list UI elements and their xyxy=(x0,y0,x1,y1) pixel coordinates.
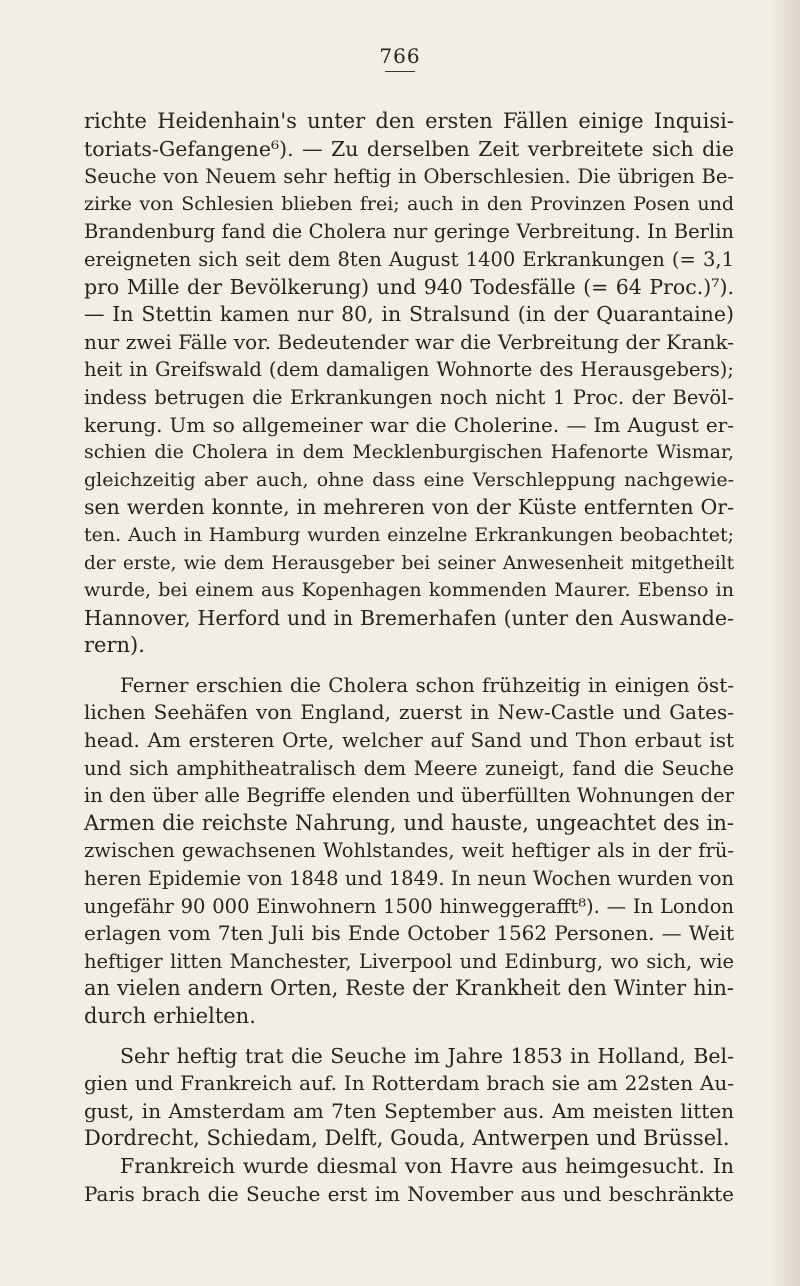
text-line: durch erhielten. xyxy=(84,1004,256,1028)
text-line: rern). xyxy=(84,633,145,658)
text-line: heren Epidemie von 1848 und 1849. In neun Wochen wurden von xyxy=(84,867,734,891)
text-line: Hannover, Herford und in Bremerhafen (unter den Auswande- xyxy=(84,605,734,630)
text-line: gien und Frankreich auf. In Rotterdam brach sie am 22sten Au- xyxy=(84,1071,734,1096)
text-line: sen werden konnte, in mehreren von der Küste entfernten Or- xyxy=(84,495,734,520)
text-line: der erste, wie dem Herausgeber bei seiner Anwesenheit mitgetheilt xyxy=(84,552,734,574)
text-line: pro Mille der Bevölkerung) und 940 Todesfälle (= 64 Proc.)⁷). xyxy=(84,274,734,299)
body-text xyxy=(84,108,734,1208)
text-line: Armen die reichste Nahrung, und hauste, ungeachtet des in- xyxy=(84,810,734,835)
text-line: zwischen gewachsenen Wohlstandes, weit heftiger als in der frü- xyxy=(84,839,734,863)
page-number-rule xyxy=(385,71,415,72)
text-line: an vielen andern Orten, Reste der Krankheit den Winter hin- xyxy=(84,976,734,1001)
text-line: — In Stettin kamen nur 80, in Stralsund (in der Quarantaine) xyxy=(84,302,734,327)
text-line: heftiger litten Manchester, Liverpool und Edinburg, wo sich, wie xyxy=(84,949,734,973)
text-line: heit in Greifswald (dem damaligen Wohnorte des Herausgebers); xyxy=(84,358,734,382)
text-line: Frankreich wurde diesmal von Havre aus heimgesucht. In xyxy=(120,1153,734,1178)
text-line: nur zwei Fälle vor. Bedeutender war die Verbreitung der Krank- xyxy=(84,329,734,354)
text-line: zirke von Schlesien blieben frei; auch in den Provinzen Posen und xyxy=(84,192,734,215)
paragraph-gap xyxy=(84,660,734,672)
text-line: Paris brach die Seuche erst im November aus und beschränkte xyxy=(84,1181,734,1206)
text-line: schien die Cholera in dem Mecklenburgischen Hafenorte Wismar, xyxy=(84,441,734,464)
text-line: Sehr heftig trat die Seuche im Jahre 1853 in Holland, Bel- xyxy=(120,1043,734,1068)
text-line: toriats-Gefangene⁶). — Zu derselben Zeit verbreitete sich die xyxy=(84,136,734,161)
page-number: 766 xyxy=(379,44,421,68)
text-line: ten. Auch in Hamburg wurden einzelne Erkrankungen beobachtet; xyxy=(84,523,734,546)
text-line: wurde, bei einem aus Kopenhagen kommenden Maurer. Ebenso in xyxy=(84,579,734,602)
page-edge-shadow xyxy=(770,0,800,1286)
text-line: indess betrugen die Erkrankungen noch nicht 1 Proc. der Bevöl- xyxy=(84,385,734,409)
text-line: Seuche von Neuem sehr heftig in Oberschlesien. Die übrigen Be- xyxy=(84,165,734,189)
text-line: Ferner erschien die Cholera schon frühzeitig in einigen öst- xyxy=(120,672,734,697)
text-line: head. Am ersteren Orte, welcher auf Sand und Thon erbaut ist xyxy=(84,728,734,753)
text-line: und sich amphitheatralisch dem Meere zuneigt, fand die Seuche xyxy=(84,756,734,780)
text-line: kerung. Um so allgemeiner war die Cholerine. — Im August er- xyxy=(84,412,734,437)
text-line: lichen Seehäfen von England, zuerst in New-Castle und Gates- xyxy=(84,700,734,725)
text-line: ungefähr 90 000 Einwohnern 1500 hinweggerafft⁸). — In London xyxy=(84,894,734,918)
text-line: Brandenburg fand die Cholera nur geringe Verbreitung. In Berlin xyxy=(84,220,734,244)
text-line: gust, in Amsterdam am 7ten September aus. Am meisten litten xyxy=(84,1098,734,1123)
text-line: gleichzeitig aber auch, ohne dass eine Verschleppung nachgewie- xyxy=(84,468,734,491)
text-line: Dordrecht, Schiedam, Delft, Gouda, Antwerpen und Brüssel. xyxy=(84,1126,730,1151)
paragraph-gap xyxy=(84,1031,734,1043)
text-line: erlagen vom 7ten Juli bis Ende October 1562 Personen. — Weit xyxy=(84,921,734,946)
text-line: ereigneten sich seit dem 8ten August 1400 Erkrankungen (= 3,1 xyxy=(84,247,734,271)
text-line: richte Heidenhain's unter den ersten Fällen einige Inquisi- xyxy=(84,109,734,133)
text-line: in den über alle Begriffe elenden und überfüllten Wohnungen der xyxy=(84,784,734,808)
